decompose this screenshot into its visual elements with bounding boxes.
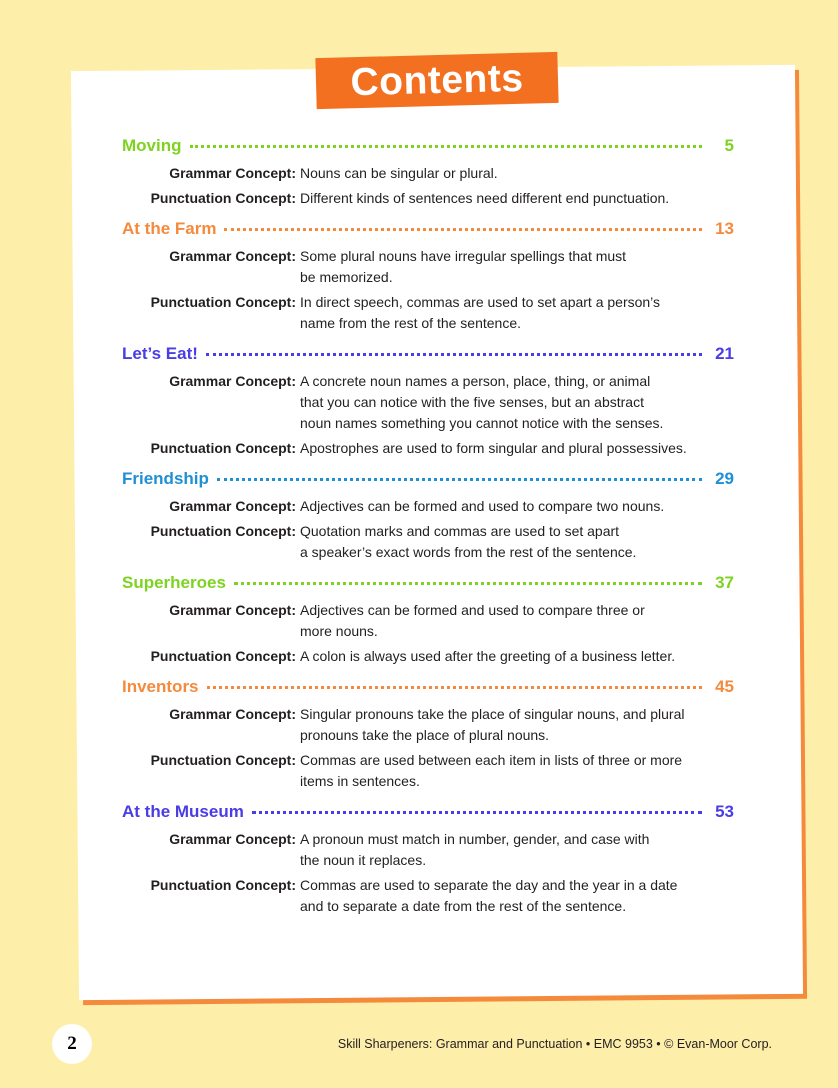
unit-heading-row[interactable] (122, 344, 734, 370)
concept-line: and to separate a date from the rest of the sentence. (300, 898, 627, 914)
concept-line: Some plural nouns have irregular spellings that must (300, 248, 627, 264)
grammar-concept (122, 829, 734, 871)
concept-line: Adjectives can be formed and used to compare three or (300, 602, 645, 618)
concept-line: Singular pronouns take the place of singular nouns, and plural (300, 706, 685, 722)
grammar-concept-text (296, 704, 700, 746)
punctuation-concept (122, 188, 734, 209)
toc-entry (122, 469, 734, 563)
footer-credit: Skill Sharpeners: Grammar and Punctuation • EMC 9953 • © Evan-Moor Corp. (337, 1037, 772, 1051)
unit-title: Inventors (122, 677, 199, 696)
dot-leader (207, 686, 702, 689)
dot-leader (206, 353, 702, 356)
punctuation-concept-label: Punctuation Concept: (150, 440, 296, 456)
contents-title-tab (315, 52, 558, 109)
dot-leader (217, 478, 702, 481)
unit-heading-row[interactable] (122, 802, 734, 828)
unit-heading-row[interactable] (122, 469, 734, 495)
unit-title: Friendship (122, 469, 209, 488)
punctuation-concept-text (296, 646, 700, 667)
unit-title: Superheroes (122, 573, 226, 592)
concept-line: a speaker’s exact words from the rest of the sentence. (300, 544, 637, 560)
unit-page-number: 37 (715, 573, 734, 592)
punctuation-concept-text (296, 875, 700, 917)
toc-entry (122, 573, 734, 667)
unit-page-number: 5 (724, 136, 734, 155)
unit-heading-row[interactable] (122, 219, 734, 245)
grammar-concept-label: Grammar Concept: (169, 706, 296, 722)
concept-line: pronouns take the place of plural nouns. (300, 727, 550, 743)
toc-entry (122, 677, 734, 792)
dot-leader (252, 811, 702, 814)
concept-line: noun names something you cannot notice with the senses. (300, 415, 664, 431)
concept-line: A concrete noun names a person, place, thing, or animal (300, 373, 651, 389)
concept-line: Different kinds of sentences need different end punctuation. (300, 190, 670, 206)
concept-line: name from the rest of the sentence. (300, 315, 522, 331)
punctuation-concept-text (296, 438, 700, 459)
grammar-concept (122, 704, 734, 746)
concept-line: be memorized. (300, 269, 393, 285)
grammar-concept-text (296, 246, 700, 288)
toc-entry (122, 219, 734, 334)
grammar-concept-text (296, 829, 700, 871)
punctuation-concept (122, 292, 734, 334)
grammar-concept (122, 600, 734, 642)
punctuation-concept-text (296, 292, 700, 334)
page-title: Contents (349, 56, 525, 104)
concept-line: A colon is always used after the greeting of a business letter. (300, 648, 676, 664)
concept-line: more nouns. (300, 623, 378, 639)
unit-title: At the Museum (122, 802, 244, 821)
concept-line: Nouns can be singular or plural. (300, 165, 498, 181)
punctuation-concept (122, 438, 734, 459)
grammar-concept-text (296, 371, 700, 434)
grammar-concept-text (296, 496, 700, 517)
toc-entry (122, 344, 734, 459)
concept-line: Commas are used to separate the day and the year in a date (300, 877, 678, 893)
concept-line: Adjectives can be formed and used to compare two nouns. (300, 498, 665, 514)
punctuation-concept (122, 750, 734, 792)
dot-leader (234, 582, 702, 585)
concept-line: In direct speech, commas are used to set apart a person’s (300, 294, 661, 310)
unit-title: Let’s Eat! (122, 344, 198, 363)
concept-line: Quotation marks and commas are used to set apart (300, 523, 620, 539)
punctuation-concept-text (296, 188, 700, 209)
grammar-concept-label: Grammar Concept: (169, 248, 296, 264)
concept-line: items in sentences. (300, 773, 420, 789)
punctuation-concept-label: Punctuation Concept: (150, 752, 296, 768)
punctuation-concept-label: Punctuation Concept: (150, 648, 296, 664)
page-number-badge (52, 1024, 92, 1064)
dot-leader (224, 228, 702, 231)
page-number: 2 (67, 1033, 77, 1054)
concept-line: the noun it replaces. (300, 852, 427, 868)
grammar-concept-text (296, 600, 700, 642)
punctuation-concept-text (296, 750, 700, 792)
grammar-concept (122, 371, 734, 434)
grammar-concept (122, 163, 734, 184)
punctuation-concept-label: Punctuation Concept: (150, 294, 296, 310)
punctuation-concept-text (296, 521, 700, 563)
punctuation-concept-label: Punctuation Concept: (150, 877, 296, 893)
concept-line: Commas are used between each item in lists of three or more (300, 752, 683, 768)
unit-page-number: 53 (715, 802, 734, 821)
punctuation-concept (122, 521, 734, 563)
punctuation-concept-label: Punctuation Concept: (150, 190, 296, 206)
unit-title: At the Farm (122, 219, 217, 238)
grammar-concept-label: Grammar Concept: (169, 373, 296, 389)
unit-page-number: 13 (715, 219, 734, 238)
unit-title: Moving (122, 136, 182, 155)
unit-heading-row[interactable] (122, 136, 734, 162)
grammar-concept-label: Grammar Concept: (169, 602, 296, 618)
unit-page-number: 29 (715, 469, 734, 488)
grammar-concept-label: Grammar Concept: (169, 831, 296, 847)
table-of-contents (122, 136, 734, 927)
dot-leader (190, 145, 703, 148)
punctuation-concept (122, 646, 734, 667)
toc-entry (122, 802, 734, 917)
toc-entry (122, 136, 734, 209)
concept-line: that you can notice with the five senses, but an abstract (300, 394, 644, 410)
unit-page-number: 45 (715, 677, 734, 696)
grammar-concept-label: Grammar Concept: (169, 498, 296, 514)
concept-line: A pronoun must match in number, gender, and case with (300, 831, 650, 847)
unit-heading-row[interactable] (122, 573, 734, 599)
unit-page-number: 21 (715, 344, 734, 363)
grammar-concept-text (296, 163, 700, 184)
punctuation-concept (122, 875, 734, 917)
concept-line: Apostrophes are used to form singular and plural possessives. (300, 440, 687, 456)
grammar-concept-label: Grammar Concept: (169, 165, 296, 181)
unit-heading-row[interactable] (122, 677, 734, 703)
grammar-concept (122, 496, 734, 517)
punctuation-concept-label: Punctuation Concept: (150, 523, 296, 539)
grammar-concept (122, 246, 734, 288)
